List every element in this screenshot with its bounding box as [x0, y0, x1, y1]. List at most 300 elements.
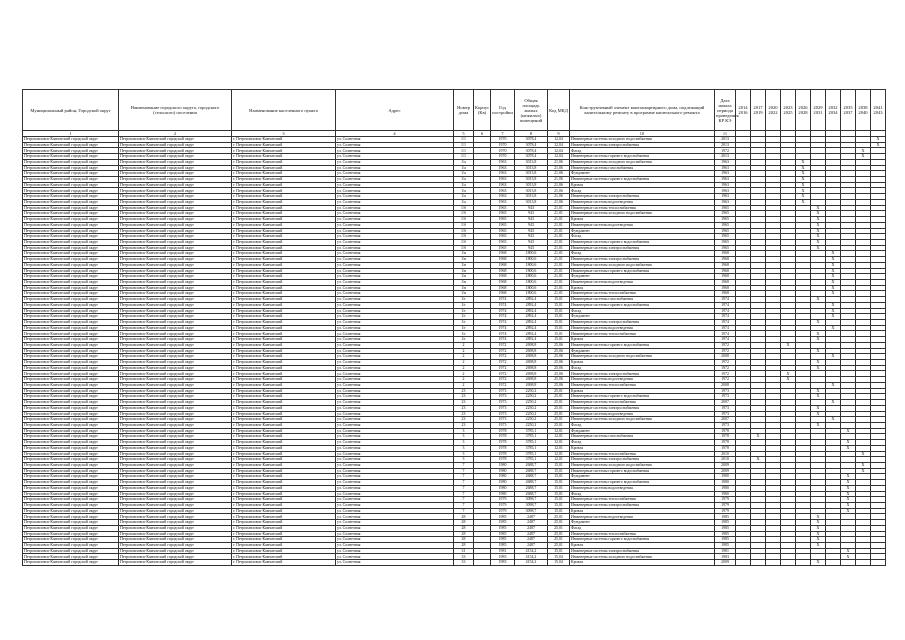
locality-cell: г. Петропавловск-Камчатский — [232, 154, 336, 160]
house-code-cell: 21,01 — [548, 257, 570, 263]
address-cell: ул. Солнечная — [336, 222, 454, 228]
district-cell: Петропавловск-Камчатский городской округ — [23, 354, 119, 360]
locality-cell: г. Петропавловск-Камчатский — [232, 291, 336, 297]
district-cell: Петропавловск-Камчатский городской округ — [23, 342, 119, 348]
house-number-cell: 1/в — [454, 257, 474, 263]
address-cell: ул. Солнечная — [336, 520, 454, 526]
house-number-cell: 1/г — [454, 314, 474, 320]
start-date-cell: 1968 — [715, 285, 736, 291]
house-number-cell: 3 — [454, 457, 474, 463]
settlement-cell: Петропавловск-Камчатский городской округ — [119, 320, 232, 326]
structural-element-cell: Инженерные системы электроснабжения — [570, 405, 715, 411]
district-cell: Петропавловск-Камчатский городской округ — [23, 177, 119, 183]
period-cell — [856, 560, 871, 566]
period-cell: X — [811, 234, 826, 240]
start-date-cell: 1973 — [715, 405, 736, 411]
structural-element-cell: Инженерные системы холодного водоснабжения — [570, 354, 715, 360]
period-cell: X — [826, 262, 841, 268]
district-cell: Петропавловск-Камчатский городской округ — [23, 142, 119, 148]
settlement-cell: Петропавловск-Камчатский городской округ — [119, 274, 232, 280]
address-cell: ул. Солнечная — [336, 451, 454, 457]
house-code-cell: 25,01 — [548, 520, 570, 526]
period-cell: X — [811, 320, 826, 326]
period-cell: X — [841, 503, 856, 509]
locality-cell: г. Петропавловск-Камчатский — [232, 440, 336, 446]
structural-element-cell: Инженерные системы водоотведения — [570, 485, 715, 491]
address-cell: ул. Солнечная — [336, 182, 454, 188]
house-number-cell: 7 — [454, 497, 474, 503]
start-date-cell: 1985 — [715, 531, 736, 537]
district-cell: Петропавловск-Камчатский городской округ — [23, 560, 119, 566]
year-built-cell: 1974 — [491, 314, 515, 320]
district-cell: Петропавловск-Камчатский городской округ — [23, 320, 119, 326]
year-built-cell: 1968 — [491, 291, 515, 297]
settlement-cell: Петропавловск-Камчатский городской округ — [119, 440, 232, 446]
district-cell: Петропавловск-Камчатский городской округ — [23, 302, 119, 308]
house-number-cell: 28 — [454, 514, 474, 520]
settlement-cell: Петропавловск-Камчатский городской округ — [119, 543, 232, 549]
period-cell: X — [811, 388, 826, 394]
settlement-cell: Петропавловск-Камчатский городской округ — [119, 503, 232, 509]
year-built-cell: 1985 — [491, 531, 515, 537]
address-cell: ул. Солнечная — [336, 371, 454, 377]
settlement-cell: Петропавловск-Камчатский городской округ — [119, 422, 232, 428]
locality-cell: г. Петропавловск-Камчатский — [232, 320, 336, 326]
address-cell: ул. Солнечная — [336, 199, 454, 205]
period-cell: X — [826, 302, 841, 308]
start-date-cell: 2013 — [715, 154, 736, 160]
start-date-cell: 1974 — [715, 325, 736, 331]
house-code-cell: 15,01 — [548, 308, 570, 314]
structural-element-cell: Инженерные системы горячего водоснабжения — [570, 154, 715, 160]
address-cell: ул. Солнечная — [336, 308, 454, 314]
period-cell: X — [796, 165, 811, 171]
area-cell: 3098,7 — [515, 503, 548, 509]
area-cell: 3078,4 — [515, 148, 548, 154]
structural-element-cell: Фундамент — [570, 171, 715, 177]
settlement-cell: Петропавловск-Камчатский городской округ — [119, 342, 232, 348]
start-date-cell: 1972 — [715, 348, 736, 354]
area-cell: 2698,8 — [515, 365, 548, 371]
year-built-cell: 1983 — [491, 560, 515, 566]
area-cell: 2698,8 — [515, 371, 548, 377]
structural-element-cell: Фасад — [570, 234, 715, 240]
year-built-cell: 1965 — [491, 205, 515, 211]
start-date-cell: 1965 — [715, 245, 736, 251]
house-code-cell: 25,06 — [548, 342, 570, 348]
settlement-cell: Петропавловск-Камчатский городской округ — [119, 462, 232, 468]
start-date-cell: 1980 — [715, 485, 736, 491]
period-cell: X — [841, 445, 856, 451]
house-number-cell: 2 — [454, 354, 474, 360]
start-date-cell: 1973 — [715, 388, 736, 394]
house-code-cell: 15,01 — [548, 314, 570, 320]
locality-cell: г. Петропавловск-Камчатский — [232, 445, 336, 451]
year-built-cell: 1972 — [491, 382, 515, 388]
house-code-cell: 15,01 — [548, 337, 570, 343]
locality-cell: г. Петропавловск-Камчатский — [232, 251, 336, 257]
year-built-cell: 1965 — [491, 217, 515, 223]
house-number-cell: 1/1 — [454, 154, 474, 160]
district-cell: Петропавловск-Камчатский городской округ — [23, 554, 119, 560]
year-built-cell: 1974 — [491, 337, 515, 343]
address-cell: ул. Солнечная — [336, 177, 454, 183]
structural-element-cell: Кровля — [570, 337, 715, 343]
locality-cell: г. Петропавловск-Камчатский — [232, 514, 336, 520]
start-date-cell: 1972 — [715, 148, 736, 154]
structural-element-cell: Инженерные системы холодного водоснабжения — [570, 262, 715, 268]
year-built-cell: 1963 — [491, 177, 515, 183]
settlement-cell: Петропавловск-Камчатский городской округ — [119, 428, 232, 434]
house-code-cell: 12,01 — [548, 451, 570, 457]
structural-element-cell: Фундамент — [570, 348, 715, 354]
district-cell: Петропавловск-Камчатский городской округ — [23, 365, 119, 371]
address-cell: ул. Солнечная — [336, 314, 454, 320]
locality-cell: г. Петропавловск-Камчатский — [232, 217, 336, 223]
year-built-cell: 1973 — [491, 422, 515, 428]
house-number-cell: 23 — [454, 388, 474, 394]
period-cell: X — [826, 251, 841, 257]
address-cell: ул. Солнечная — [336, 377, 454, 383]
house-number-cell: 1/г — [454, 331, 474, 337]
house-code-cell: 15,01 — [548, 474, 570, 480]
year-built-cell: 1985 — [491, 520, 515, 526]
settlement-cell: Петропавловск-Камчатский городской округ — [119, 182, 232, 188]
district-cell: Петропавловск-Камчатский городской округ — [23, 422, 119, 428]
district-cell: Петропавловск-Камчатский городской округ — [23, 411, 119, 417]
house-number-cell: 2 — [454, 371, 474, 377]
settlement-cell: Петропавловск-Камчатский городской округ — [119, 314, 232, 320]
start-date-cell: 1973 — [715, 411, 736, 417]
start-date-cell: 1978 — [715, 428, 736, 434]
start-date-cell: 1968 — [715, 257, 736, 263]
locality-cell: г. Петропавловск-Камчатский — [232, 285, 336, 291]
address-cell: ул. Солнечная — [336, 245, 454, 251]
period-cell: X — [811, 205, 826, 211]
area-cell: 1800,6 — [515, 268, 548, 274]
house-code-cell: 25,06 — [548, 371, 570, 377]
column-number: 5 — [454, 131, 474, 137]
year-built-cell: 1973 — [491, 394, 515, 400]
settlement-cell: Петропавловск-Камчатский городской округ — [119, 159, 232, 165]
year-built-cell: 1978 — [491, 445, 515, 451]
structural-element-cell: Инженерные системы электроснабжения — [570, 257, 715, 263]
district-cell: Петропавловск-Камчатский городской округ — [23, 148, 119, 154]
start-date-cell: 1968 — [715, 268, 736, 274]
start-date-cell: 1965 — [715, 239, 736, 245]
house-code-cell: 15,01 — [548, 491, 570, 497]
area-cell: 2892,4 — [515, 331, 548, 337]
locality-cell: г. Петропавловск-Камчатский — [232, 257, 336, 263]
period-cell: X — [796, 159, 811, 165]
column-number: 3 — [232, 131, 336, 137]
area-cell: 3785,1 — [515, 434, 548, 440]
house-number-cell: 7 — [454, 491, 474, 497]
structural-element-cell: Фасад — [570, 308, 715, 314]
house-number-cell: 1/г — [454, 320, 474, 326]
district-cell: Петропавловск-Камчатский городской округ — [23, 337, 119, 343]
settlement-cell: Петропавловск-Камчатский городской округ — [119, 217, 232, 223]
settlement-cell: Петропавловск-Камчатский городской округ — [119, 308, 232, 314]
locality-cell: г. Петропавловск-Камчатский — [232, 434, 336, 440]
start-date-cell: 1974 — [715, 331, 736, 337]
column-number: 6 — [474, 131, 491, 137]
start-date-cell: 1963 — [715, 177, 736, 183]
area-cell: 2688,7 — [515, 480, 548, 486]
year-built-cell: 1963 — [491, 194, 515, 200]
start-date-cell: 1978 — [715, 445, 736, 451]
period-cell: X — [826, 291, 841, 297]
period-cell: X — [796, 177, 811, 183]
building-cell — [474, 560, 491, 566]
district-cell: Петропавловск-Камчатский городской округ — [23, 165, 119, 171]
area-cell: 1800,6 — [515, 279, 548, 285]
locality-cell: г. Петропавловск-Камчатский — [232, 360, 336, 366]
locality-cell: г. Петропавловск-Камчатский — [232, 508, 336, 514]
year-built-cell: 1972 — [491, 354, 515, 360]
house-number-cell: 1/а — [454, 177, 474, 183]
area-cell: 2698,8 — [515, 342, 548, 348]
settlement-cell: Петропавловск-Камчатский городской округ — [119, 199, 232, 205]
locality-cell: г. Петропавловск-Камчатский — [232, 177, 336, 183]
year-built-cell: 1972 — [491, 365, 515, 371]
address-cell: ул. Солнечная — [336, 320, 454, 326]
column-number: 2 — [119, 131, 232, 137]
address-cell: ул. Солнечная — [336, 239, 454, 245]
locality-cell: г. Петропавловск-Камчатский — [232, 194, 336, 200]
column-header: Номер дома — [454, 90, 474, 131]
settlement-cell: Петропавловск-Камчатский городской округ — [119, 514, 232, 520]
house-code-cell: 21,01 — [548, 274, 570, 280]
district-cell: Петропавловск-Камчатский городской округ — [23, 285, 119, 291]
column-number: 8 — [515, 131, 548, 137]
house-number-cell: 1/в — [454, 285, 474, 291]
house-code-cell: 21,01 — [548, 239, 570, 245]
district-cell: Петропавловск-Камчатский городской округ — [23, 468, 119, 474]
house-number-cell: 7 — [454, 468, 474, 474]
start-date-cell: 1963 — [715, 182, 736, 188]
address-cell: ул. Солнечная — [336, 434, 454, 440]
house-number-cell: 2 — [454, 365, 474, 371]
structural-element-cell: Фундамент — [570, 520, 715, 526]
house-number-cell: 33 — [454, 560, 474, 566]
house-code-cell: 21,01 — [548, 251, 570, 257]
start-date-cell: 2010 — [715, 457, 736, 463]
address-cell: ул. Солнечная — [336, 417, 454, 423]
house-code-cell: 21,01 — [548, 291, 570, 297]
house-number-cell: 23 — [454, 411, 474, 417]
year-built-cell: 1965 — [491, 211, 515, 217]
settlement-cell: Петропавловск-Камчатский городской округ — [119, 291, 232, 297]
column-header: 2032 2034 — [826, 90, 841, 131]
period-cell: X — [826, 308, 841, 314]
address-cell: ул. Солнечная — [336, 497, 454, 503]
period-cell: X — [856, 462, 871, 468]
year-built-cell: 1980 — [491, 491, 515, 497]
address-cell: ул. Солнечная — [336, 531, 454, 537]
locality-cell: г. Петропавловск-Камчатский — [232, 388, 336, 394]
structural-element-cell: Кровля — [570, 360, 715, 366]
start-date-cell: 1979 — [715, 503, 736, 509]
start-date-cell: 1972 — [715, 365, 736, 371]
structural-element-cell: Фасад — [570, 188, 715, 194]
start-date-cell: 2009 — [715, 560, 736, 566]
structural-element-cell: Фасад — [570, 148, 715, 154]
period-cell: X — [811, 411, 826, 417]
area-cell: 3013,8 — [515, 165, 548, 171]
period-cell: X — [811, 222, 826, 228]
house-number-cell: 1/в — [454, 274, 474, 280]
period-cell — [796, 560, 811, 566]
address-cell: ул. Солнечная — [336, 188, 454, 194]
start-date-cell: 1963 — [715, 165, 736, 171]
house-code-cell: 15,01 — [548, 468, 570, 474]
period-cell: X — [781, 377, 796, 383]
address-cell: ул. Солнечная — [336, 525, 454, 531]
locality-cell: г. Петропавловск-Камчатский — [232, 354, 336, 360]
address-cell: ул. Солнечная — [336, 537, 454, 543]
year-built-cell: 1965 — [491, 222, 515, 228]
district-cell: Петропавловск-Камчатский городской округ — [23, 199, 119, 205]
house-code-cell: 21,01 — [548, 211, 570, 217]
period-cell: X — [841, 508, 856, 514]
area-cell: 2688,7 — [515, 462, 548, 468]
period-cell: X — [811, 405, 826, 411]
house-code-cell: 15,04 — [548, 554, 570, 560]
house-code-cell: 21,01 — [548, 228, 570, 234]
table-header — [23, 90, 886, 137]
settlement-cell: Петропавловск-Камчатский городской округ — [119, 474, 232, 480]
year-built-cell: 1963 — [491, 182, 515, 188]
house-code-cell: 21,06 — [548, 171, 570, 177]
settlement-cell: Петропавловск-Камчатский городской округ — [119, 148, 232, 154]
period-cell: X — [811, 394, 826, 400]
structural-element-cell: Инженерные системы холодного водоснабжения — [570, 137, 715, 143]
locality-cell: г. Петропавловск-Камчатский — [232, 560, 336, 566]
period-cell — [841, 560, 856, 566]
address-cell: ул. Солнечная — [336, 462, 454, 468]
start-date-cell: 1985 — [715, 537, 736, 543]
column-number: 9 — [548, 131, 570, 137]
structural-element-cell: Кровля — [570, 560, 715, 566]
house-number-cell: 1/а — [454, 159, 474, 165]
district-cell: Петропавловск-Камчатский городской округ — [23, 462, 119, 468]
year-built-cell: 1973 — [491, 405, 515, 411]
locality-cell: г. Петропавловск-Камчатский — [232, 159, 336, 165]
house-code-cell: 21,01 — [548, 262, 570, 268]
start-date-cell: 2013 — [715, 142, 736, 148]
area-cell: 2698,8 — [515, 348, 548, 354]
period-cell: X — [811, 211, 826, 217]
district-cell: Петропавловск-Камчатский городской округ — [23, 279, 119, 285]
structural-element-cell: Инженерные системы теплоснабжения — [570, 497, 715, 503]
year-built-cell: 1968 — [491, 251, 515, 257]
area-cell: 2250,2 — [515, 388, 548, 394]
district-cell: Петропавловск-Камчатский городской округ — [23, 308, 119, 314]
start-date-cell: 1972 — [715, 377, 736, 383]
district-cell: Петропавловск-Камчатский городской округ — [23, 228, 119, 234]
locality-cell: г. Петропавловск-Камчатский — [232, 308, 336, 314]
table-row — [23, 560, 886, 566]
locality-cell: г. Петропавловск-Камчатский — [232, 451, 336, 457]
settlement-cell: Петропавловск-Камчатский городской округ — [119, 480, 232, 486]
address-cell: ул. Солнечная — [336, 291, 454, 297]
district-cell: Петропавловск-Камчатский городской округ — [23, 394, 119, 400]
settlement-cell: Петропавловск-Камчатский городской округ — [119, 268, 232, 274]
structural-element-cell: Кровля — [570, 217, 715, 223]
year-built-cell: 1970 — [491, 137, 515, 143]
area-cell: 2487 — [515, 520, 548, 526]
address-cell: ул. Солнечная — [336, 137, 454, 143]
year-built-cell: 1963 — [491, 199, 515, 205]
structural-element-cell: Инженерные системы электроснабжения — [570, 548, 715, 554]
year-built-cell: 1974 — [491, 325, 515, 331]
house-number-cell: 1/а — [454, 171, 474, 177]
settlement-cell: Петропавловск-Камчатский городской округ — [119, 262, 232, 268]
structural-element-cell: Инженерные системы теплоснабжения — [570, 451, 715, 457]
settlement-cell: Петропавловск-Камчатский городской округ — [119, 137, 232, 143]
area-cell: 1800,6 — [515, 291, 548, 297]
locality-cell: г. Петропавловск-Камчатский — [232, 462, 336, 468]
district-cell: Петропавловск-Камчатский городской округ — [23, 405, 119, 411]
year-built-cell: 1965 — [491, 245, 515, 251]
structural-element-cell: Инженерные системы теплоснабжения — [570, 331, 715, 337]
district-cell: Петропавловск-Камчатский городской округ — [23, 503, 119, 509]
house-code-cell: 12,04 — [548, 154, 570, 160]
settlement-cell: Петропавловск-Камчатский городской округ — [119, 411, 232, 417]
locality-cell: г. Петропавловск-Камчатский — [232, 382, 336, 388]
start-date-cell: 2009 — [715, 462, 736, 468]
area-cell: 2892,4 — [515, 308, 548, 314]
period-cell: X — [811, 239, 826, 245]
year-built-cell: 1965 — [491, 234, 515, 240]
district-cell: Петропавловск-Камчатский городской округ — [23, 508, 119, 514]
area-cell: 3013,8 — [515, 177, 548, 183]
structural-element-cell: Инженерные системы водоотведения — [570, 279, 715, 285]
structural-element-cell: Инженерные системы горячего водоснабжения — [570, 177, 715, 183]
start-date-cell: 1963 — [715, 171, 736, 177]
house-code-cell: 25,01 — [548, 417, 570, 423]
settlement-cell: Петропавловск-Камчатский городской округ — [119, 245, 232, 251]
structural-element-cell: Инженерные системы холодного водоснабжения — [570, 462, 715, 468]
year-built-cell: 1972 — [491, 348, 515, 354]
locality-cell: г. Петропавловск-Камчатский — [232, 400, 336, 406]
locality-cell: г. Петропавловск-Камчатский — [232, 480, 336, 486]
locality-cell: г. Петропавловск-Камчатский — [232, 297, 336, 303]
house-number-cell: 1/а — [454, 199, 474, 205]
settlement-cell: Петропавловск-Камчатский городской округ — [119, 468, 232, 474]
period-cell — [781, 560, 796, 566]
settlement-cell: Петропавловск-Камчатский городской округ — [119, 302, 232, 308]
period-cell — [826, 560, 841, 566]
locality-cell: г. Петропавловск-Камчатский — [232, 474, 336, 480]
house-code-cell: 15,01 — [548, 320, 570, 326]
year-built-cell: 1965 — [491, 239, 515, 245]
structural-element-cell: Инженерные системы теплоснабжения — [570, 291, 715, 297]
house-code-cell: 21,06 — [548, 182, 570, 188]
house-code-cell: 21,06 — [548, 199, 570, 205]
address-cell: ул. Солнечная — [336, 297, 454, 303]
year-built-cell: 1980 — [491, 468, 515, 474]
address-cell: ул. Солнечная — [336, 428, 454, 434]
structural-element-cell: Инженерные системы водоотведения — [570, 222, 715, 228]
year-built-cell: 1963 — [491, 171, 515, 177]
settlement-cell: Петропавловск-Камчатский городской округ — [119, 417, 232, 423]
address-cell: ул. Солнечная — [336, 337, 454, 343]
settlement-cell: Петропавловск-Камчатский городской округ — [119, 228, 232, 234]
address-cell: ул. Солнечная — [336, 405, 454, 411]
district-cell: Петропавловск-Камчатский городской округ — [23, 525, 119, 531]
